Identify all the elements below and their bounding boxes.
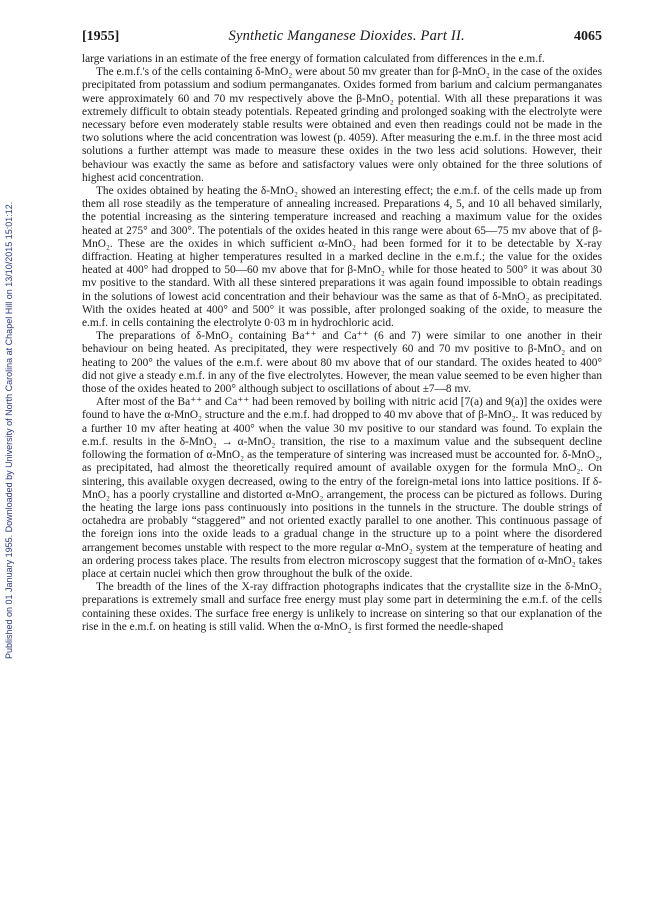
paragraph-ba-ca: The preparations of δ-MnO₂ containing Ba⁺⁺ and Ca⁺⁺ (6 and 7) were similar to one another in their behaviour on being heated. As precipitated, they were respectively 60 and 70 mv positive to β-MnO₂ and on heating to 200° the values of the e.m.f. were about 80 mv above that of our standard. The oxides heated to 400° did not give a steady e.m.f. in any of the five electrolytes. However, the mean value seemed to be even higher than those of the oxides heated to 200° although subject to oscillations of about ±7—8 mv. (82, 330, 602, 396)
paragraph-xray-breadth: The breadth of the lines of the X-ray diffraction photographs indicates that the crystallite size in the δ-MnO₂ preparations is extremely small and surface free energy must play some part in determining the e.m.f. of the cells containing these oxides. The surface free energy is unlikely to increase on sintering so that our explanation of the rise in the e.m.f. on heating is still valid. When the α-MnO₂ is first formed the needle-shaped (82, 581, 602, 633)
paragraph-heating-effect: The oxides obtained by heating the δ-MnO₂ showed an interesting effect; the e.m.f. of the cells made up from them all rose steadily as the temperature of annealing increased. Preparations 4, 5, and 10 all behaved similarly, the potential increasing as the sintering temperature increased and reaching a maximum value for the oxides heated at 275° and 300°. The potentials of the oxides heated in this range were about 65—75 mv above that of β-MnO₂. These are the oxides in which sufficient α-MnO₂ had been formed for it to be detectable by X-ray diffraction. Heating at higher temperatures resulted in a marked decline in the e.m.f.; the value for the oxides heated at 400° had dropped to 50—60 mv above that for β-MnO₂ while for those heated to 500° it was about 30 mv positive to the standard. With all these sintered preparations it was again found impossible to obtain readings in the solutions of lowest acid concentration and their behaviour was the same as that of δ-MnO₂ as precipitated. With the oxides heated at 400° and 500° it was possible, after prolonged soaking of the oxide, to measure the e.m.f. in cells containing the electrolyte 0·03 m in hydrochloric acid. (82, 185, 602, 330)
header-year: [1955] (82, 29, 120, 44)
page-number: 4065 (574, 29, 602, 44)
paragraph-continued: large variations in an estimate of the free energy of formation calculated from differences in the e.m.f. (82, 53, 545, 65)
journal-page (82, 28, 602, 634)
paragraph-transition: After most of the Ba⁺⁺ and Ca⁺⁺ had been removed by boiling with nitric acid [7(a) and 9(a)] the oxides were found to have the α-MnO₂ structure and the e.m.f. had dropped to 40 mv above that of β-MnO₂. It was reduced by a further 10 mv after heating at 400° when the value 30 mv positive to our standard was found. To explain the e.m.f. results in the δ-MnO₂ → α-MnO₂ transition, the rise to a maximum value and the subsequent decline following the formation of α-MnO₂ as the temperature of sintering was increased must be accounted for. δ-MnO₂, as precipitated, had almost the theoretically required amount of available oxygen for the formula MnO₂. On sintering, this available oxygen decreased, owing to the entry of the foreign-metal ions into lattice positions. If δ-MnO₂ has a poorly crystalline and distorted α-MnO₂ arrangement, the process can be pictured as follows. During the heating the large ions pass continuously into positions in the tunnels in the structure. The double strings of octahedra are probably “staggered” and not oriented exactly parallel to one another. This continuous passage of the foreign ions into the oxide leads to a gradual change in the structure up to a point where the disordered arrangement becomes unstable with respect to the more regular α-MnO₂ system at the temperature of heating and an ordering process takes place. The results from electron microscopy suggest that the formation of α-MnO₂ takes place at certain nuclei which then grow throughout the bulk of the oxide. (82, 396, 602, 580)
running-header (82, 28, 602, 45)
header-title: Synthetic Manganese Dioxides. Part II. (228, 28, 465, 44)
paragraph-emf-delta: The e.m.f.'s of the cells containing δ-MnO₂ were about 50 mv greater than for β-MnO₂ in the case of the oxides precipitated from potassium and sodium permanganates. Oxides formed from barium and calcium permanganates were approximately 60 and 70 mv respectively above the β-MnO₂ potential. With all these preparations it was extremely difficult to obtain steady potentials. Repeated grinding and prolonged soaking with the electrolyte were necessary before even moderately stable results were obtained and even then readings could not be made in the two solutions where the acid concentration was lowest (p. 4059). After measuring the e.m.f. in the three most acid solutions a further attempt was made to measure these oxides in the two less acid solutions. However, their behaviour was exactly the same as before and satisfactory values were only obtained for the three solutions of highest acid concentration. (82, 66, 602, 184)
download-watermark: Published on 01 January 1955. Downloaded by University of North Carolina at Chapel Hill on 13/10/2015 15:01:12. (4, 201, 14, 659)
article-body (82, 53, 602, 634)
